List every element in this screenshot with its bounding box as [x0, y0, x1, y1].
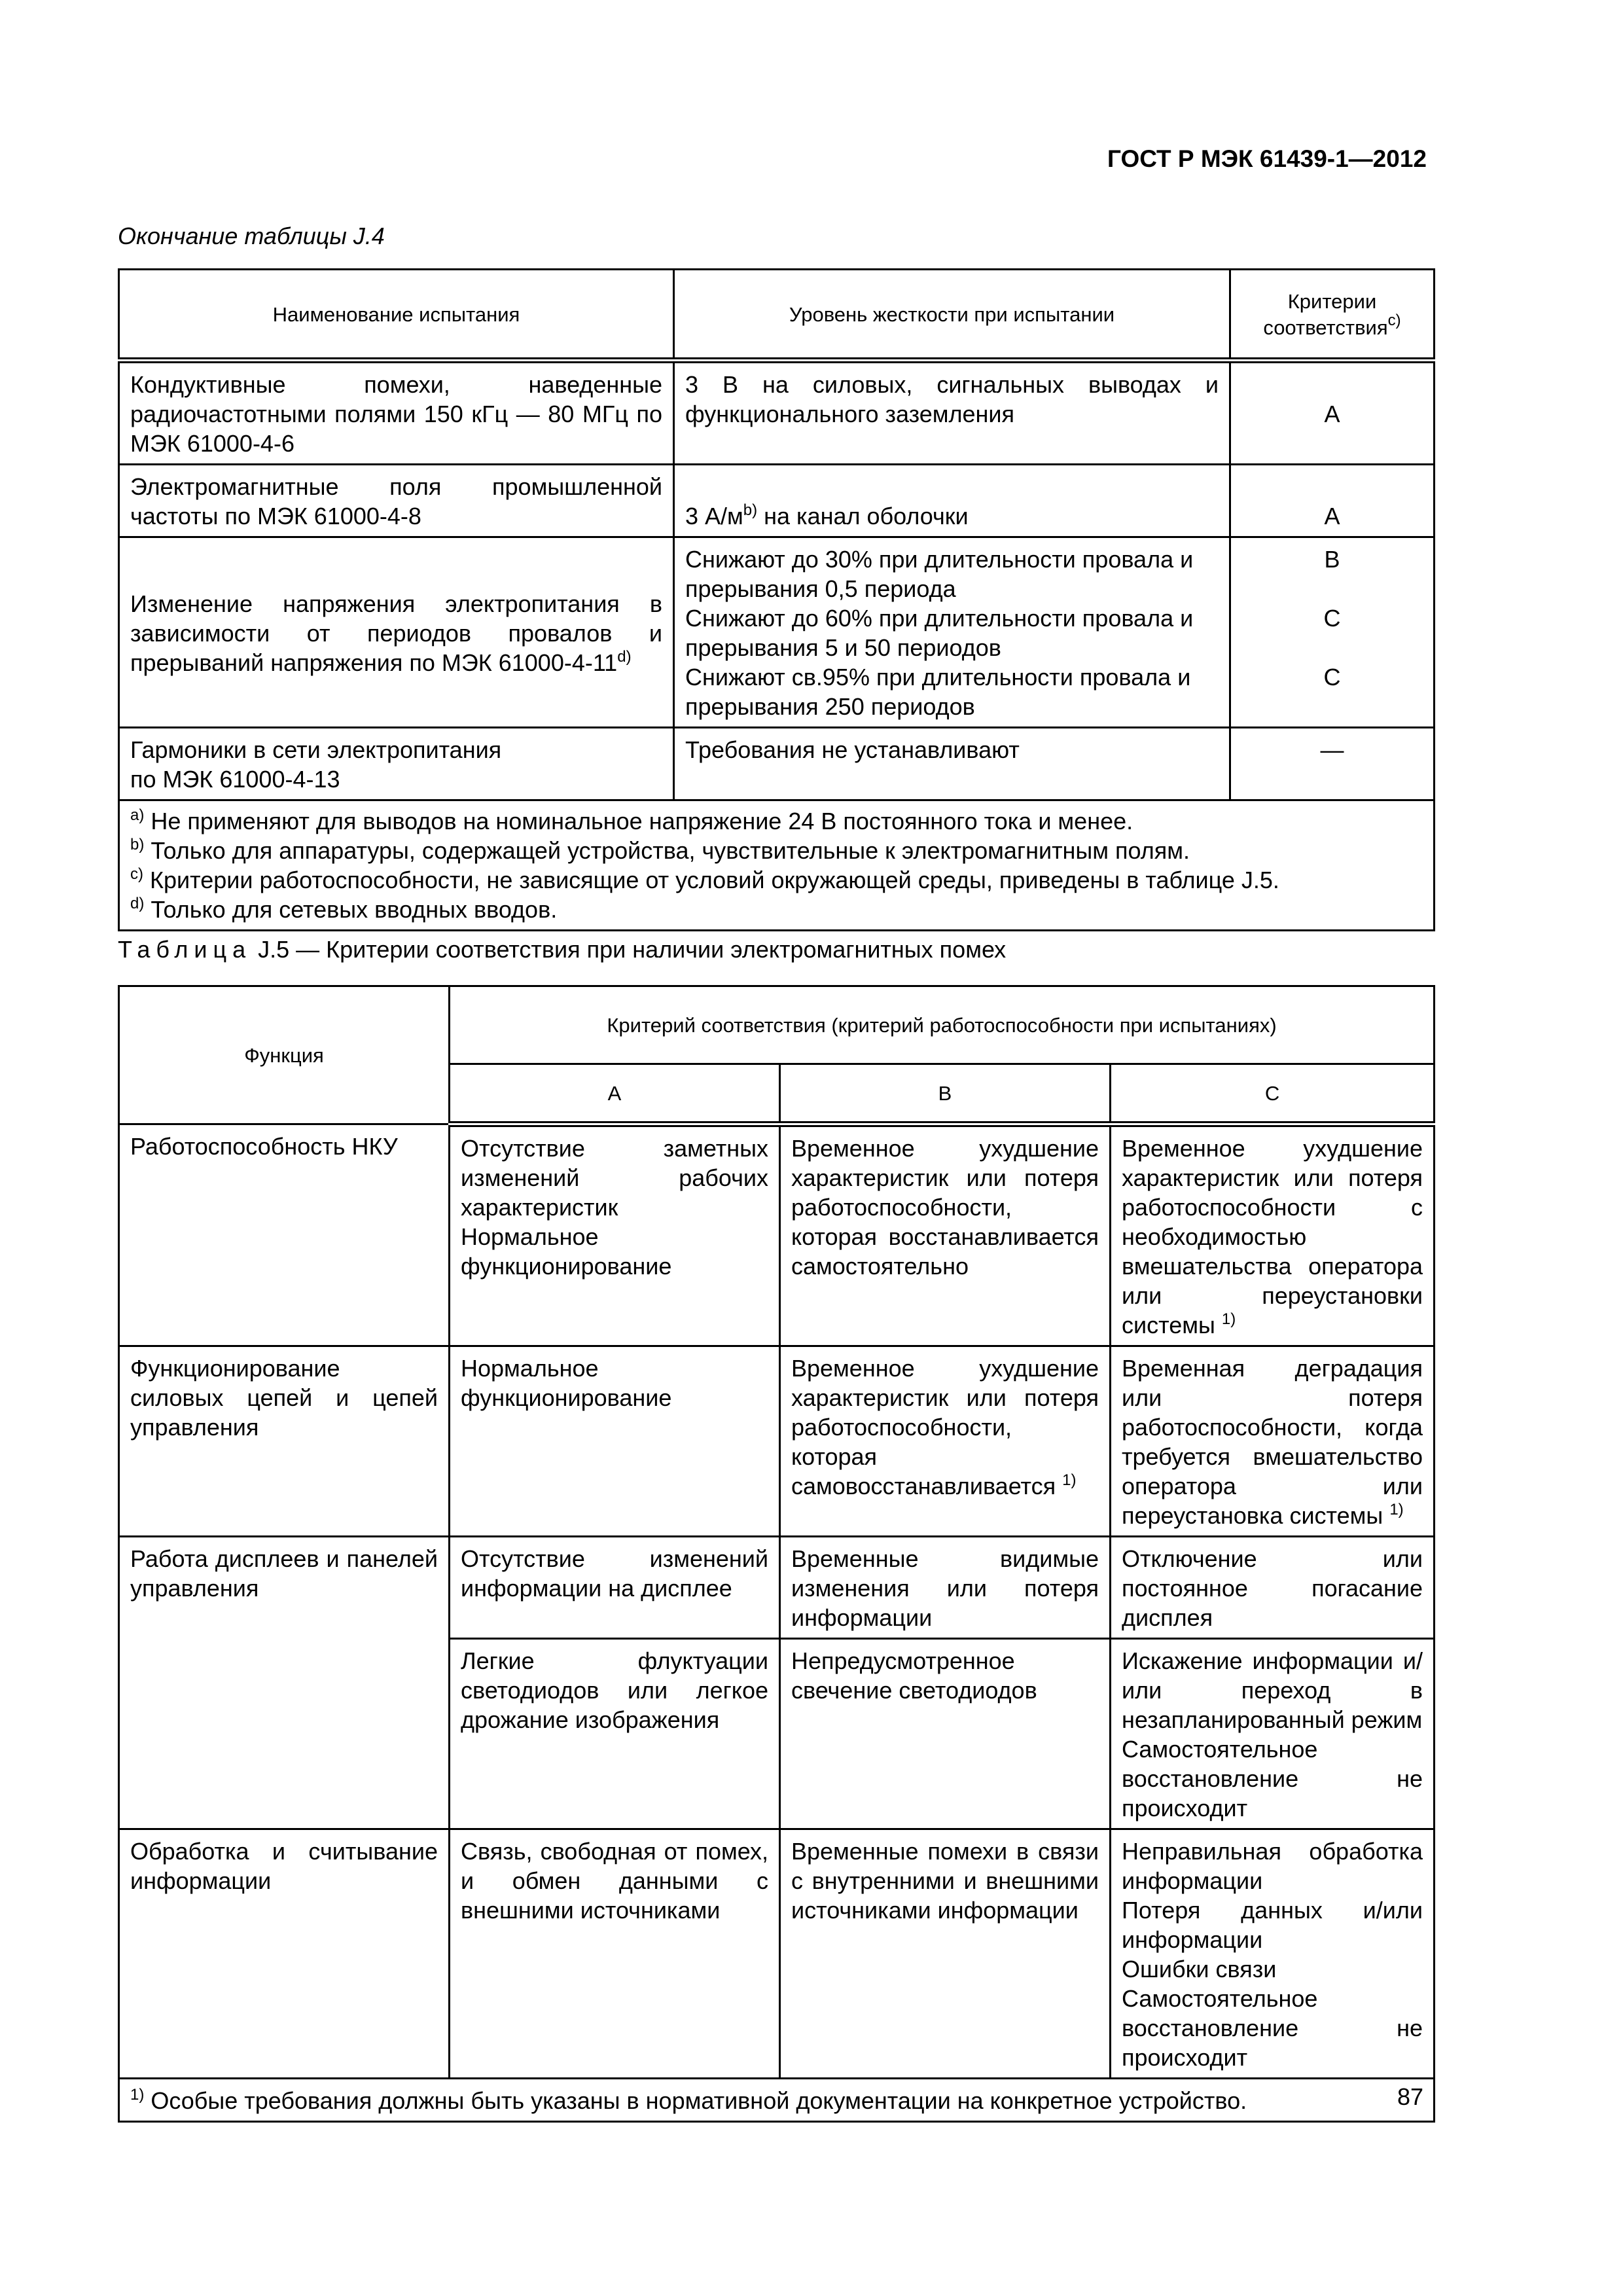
test-name-cell — [119, 537, 674, 728]
test-name-cell: Электромагнитные поля промышленной частоты по МЭК 61000-4-8 — [119, 465, 674, 537]
note-text: Критерии работоспособности, не зависящие от условий окружающей среды, приведены в таблице J.5. — [143, 867, 1279, 893]
header-criterion: Критерий соответствия (критерий работоспособности при испытаниях) — [450, 986, 1435, 1064]
cell-text: Временное ухудшение характеристик или потеря работоспособности с необходимостью вмешательства оператора или переустановки системы — [1122, 1135, 1423, 1338]
criterion-a-cell — [450, 1124, 780, 1346]
footnote-mark: 1) — [1389, 1501, 1404, 1518]
function-cell: Функционирование силовых цепей и цепей управления — [119, 1346, 450, 1537]
header-severity: Уровень жесткости при испытании — [674, 270, 1230, 361]
severity-cell — [674, 537, 1230, 728]
table-note — [130, 836, 1423, 865]
cell-line: Искажение информации и/или переход в незапланированный режим — [1122, 1647, 1423, 1733]
footnote-mark: 1) — [1221, 1310, 1236, 1328]
criterion-b-cell: Временные видимые изменения или потеря информации — [780, 1537, 1111, 1639]
table-row — [119, 361, 1435, 465]
cell-line: Отсутствие заметных изменений рабочих характеристик — [461, 1135, 768, 1221]
test-name-cell — [119, 728, 674, 800]
cell-line: Ошибки связи — [1122, 1956, 1277, 1982]
test-name-text: Изменение напряжения электропитания в зависимости от периодов провалов и прерываний напряжения по МЭК 61000-4-11 — [130, 590, 662, 676]
header-col-b: B — [780, 1064, 1111, 1124]
header-function: Функция — [119, 986, 450, 1124]
table-row — [119, 465, 1435, 537]
criteria-value: B — [1324, 546, 1340, 573]
table-row — [119, 1829, 1435, 2079]
header-test-name: Наименование испытания — [119, 270, 674, 361]
document-code: ГОСТ Р МЭК 61439-1—2012 — [1107, 145, 1427, 172]
footnote-text: Особые требования должны быть указаны в нормативной документации на конкретное устройство. — [144, 2087, 1247, 2114]
severity-line: Снижают св.95% при длительности провала и прерывания 250 периодов — [685, 664, 1191, 720]
criteria-cell — [1230, 361, 1435, 465]
footnote-mark: d) — [617, 647, 632, 666]
criteria-value: A — [1324, 401, 1340, 427]
criterion-a-cell: Нормальное функционирование — [450, 1346, 780, 1537]
table-j4-caption: Окончание таблицы J.4 — [118, 223, 385, 249]
table-notes-row — [119, 800, 1435, 931]
cell-line: Неправильная обработка информации — [1122, 1838, 1423, 1894]
table-row — [119, 1124, 1435, 1346]
table-j5-caption-text: J.5 — Критерии соответствия при наличии электромагнитных помех — [251, 936, 1007, 963]
table-row — [119, 1346, 1435, 1537]
footnote-mark: 1) — [1062, 1471, 1077, 1489]
cell-text: Временное ухудшение характеристик или потеря работоспособности, которая самовосстанавливается — [791, 1355, 1099, 1499]
header-criteria-text: Критерии соответствия — [1263, 289, 1388, 339]
table-j5-caption — [118, 936, 1006, 963]
severity-line: Снижают до 60% при длительности провала и прерывания 5 и 50 периодов — [685, 605, 1194, 661]
cell-text: Временная деградация или потеря работоспособности, когда требуется вмешательство оператора или переустановка системы — [1122, 1355, 1423, 1529]
table-j5-caption-prefix: Таблица — [118, 936, 252, 963]
function-cell: Работоспособность НКУ — [119, 1124, 450, 1346]
criteria-cell: A — [1230, 465, 1435, 537]
criterion-b-cell: Непредусмотренное свечение светодиодов — [780, 1639, 1111, 1829]
criterion-c-cell — [1111, 1124, 1435, 1346]
criteria-cell — [1230, 537, 1435, 728]
cell-line: Самостоятельное восстановление не происходит — [1122, 1985, 1423, 2071]
note-text: Только для сетевых вводных вводов. — [144, 896, 558, 923]
table-j5 — [118, 985, 1435, 2123]
severity-line: Снижают до 30% при длительности провала и прерывания 0,5 периода — [685, 546, 1194, 602]
test-name-cell: Кондуктивные помехи, наведенные радиочастотными полями 150 кГц — 80 МГц по МЭК 61000-4-6 — [119, 361, 674, 465]
footnote-mark: b) — [130, 836, 145, 853]
criteria-value: C — [1323, 664, 1341, 691]
severity-text: 3 А/м — [685, 503, 743, 529]
footnote-mark: a) — [130, 806, 145, 824]
function-cell: Обработка и считывание информации — [119, 1829, 450, 2079]
severity-cell: 3 В на силовых, сигнальных выводах и функционального заземления — [674, 361, 1230, 465]
note-text: Только для аппаратуры, содержащей устройства, чувствительные к электромагнитным полям. — [144, 837, 1190, 864]
severity-cell — [674, 465, 1230, 537]
criteria-cell: — — [1230, 728, 1435, 800]
criterion-c-cell: Отключение или постоянное погасание дисплея — [1111, 1537, 1435, 1639]
criterion-a-cell: Отсутствие изменений информации на дисплее — [450, 1537, 780, 1639]
criterion-b-cell — [780, 1346, 1111, 1537]
table-j4 — [118, 268, 1435, 931]
criterion-c-cell — [1111, 1639, 1435, 1829]
criterion-a-cell: Легкие флуктуации светодиодов или легкое дрожание изображения — [450, 1639, 780, 1829]
table-notes — [119, 800, 1435, 931]
criterion-b-cell: Временное ухудшение характеристик или потеря работоспособности, которая восстанавливается самостоятельно — [780, 1124, 1111, 1346]
test-name-line: Гармоники в сети электропитания — [130, 736, 502, 763]
footnote-mark: 1) — [130, 2086, 145, 2104]
severity-cell: Требования не устанавливают — [674, 728, 1230, 800]
note-text: Не применяют для выводов на номинальное напряжение 24 В постоянного тока и менее. — [144, 808, 1133, 834]
table-footnote — [119, 2079, 1435, 2122]
test-name-line: по МЭК 61000-4-13 — [130, 766, 340, 793]
header-criteria — [1230, 270, 1435, 361]
footnote-mark: c) — [130, 865, 143, 883]
table-j4-header-row — [119, 270, 1435, 361]
header-col-a: A — [450, 1064, 780, 1124]
table-footnote-row — [119, 2079, 1435, 2122]
criterion-c-cell — [1111, 1346, 1435, 1537]
criterion-a-cell: Связь, свободная от помех, и обмен данными с внешними источниками — [450, 1829, 780, 2079]
table-row — [119, 537, 1435, 728]
cell-line: Самостоятельное восстановление не происходит — [1122, 1736, 1423, 1821]
table-row — [119, 1537, 1435, 1639]
function-cell: Работа дисплеев и панелей управления — [119, 1537, 450, 1829]
table-note — [130, 806, 1423, 836]
page-number: 87 — [1397, 2083, 1423, 2110]
footnote-mark: b) — [743, 501, 758, 519]
criterion-b-cell: Временные помехи в связи с внутренними и внешними источниками информации — [780, 1829, 1111, 2079]
table-note — [130, 865, 1423, 895]
cell-line: Потеря данных и/или информации — [1122, 1897, 1423, 1953]
header-col-c: C — [1111, 1064, 1435, 1124]
table-j5-header-row — [119, 986, 1435, 1064]
footnote-mark: c) — [1387, 311, 1401, 329]
table-note — [130, 895, 1423, 924]
criterion-c-cell — [1111, 1829, 1435, 2079]
cell-line: Нормальное функционирование — [461, 1223, 672, 1280]
table-row — [119, 728, 1435, 800]
severity-text: на канал оболочки — [757, 503, 969, 529]
criteria-value: C — [1323, 605, 1341, 632]
footnote-mark: d) — [130, 895, 145, 912]
